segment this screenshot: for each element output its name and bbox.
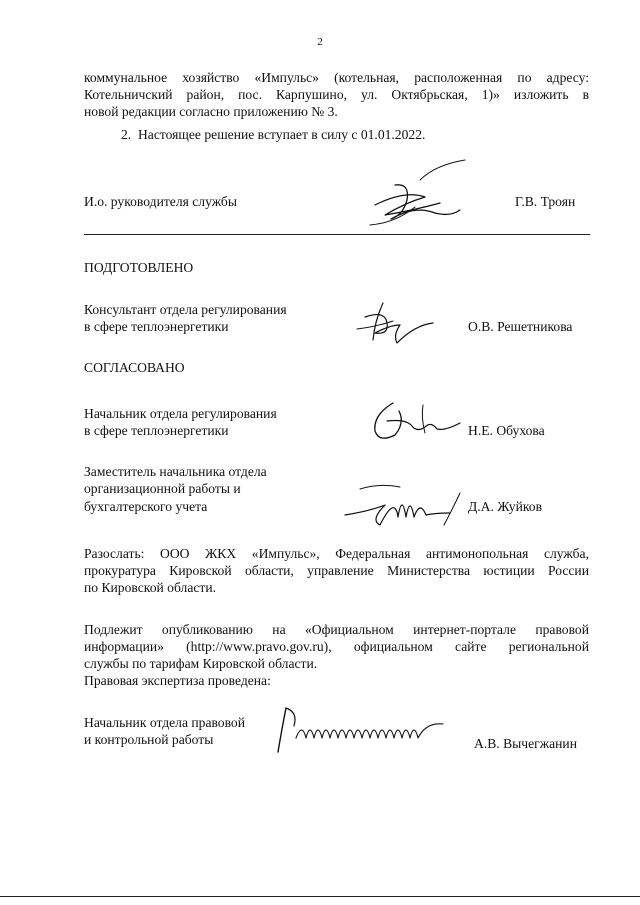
legal-name: А.В. Вычегжанин <box>474 736 577 751</box>
head-signatory-title: И.о. руководителя службы <box>84 194 237 209</box>
separator-line <box>84 234 590 235</box>
signature-zhuykov <box>340 475 470 535</box>
agreed-person2-title-line-2: организационной работы и <box>84 481 241 496</box>
distribution-line-2: прокуратура Кировской области, управление Министерства юстиции России <box>84 563 589 578</box>
prepared-title-line-1: Консультант отдела регулирования <box>84 302 287 317</box>
agreed-person2-name: Д.А. Жуйков <box>468 499 543 514</box>
page-number: 2 <box>317 36 323 48</box>
agreed-person1-name: Н.Е. Обухова <box>468 423 545 438</box>
signature-troyan <box>355 145 475 235</box>
prepared-name: О.В. Решетникова <box>468 319 573 334</box>
signature-vychegzhanin <box>268 700 458 760</box>
publication-line-4: Правовая экспертиза проведена: <box>84 673 271 688</box>
clause-2: 2. Настоящее решение вступает в силу с 01.01.2022. <box>121 127 426 142</box>
agreed-person1-title-line-1: Начальник отдела регулирования <box>84 406 277 421</box>
intro-line-3: новой редакции согласно приложению № 3. <box>84 104 338 119</box>
agreed-heading: СОГЛАСОВАНО <box>84 360 185 375</box>
prepared-heading: ПОДГОТОВЛЕНО <box>84 260 194 275</box>
publication-line-2: информации» (http://www.pravo.gov.ru), официальном сайте региональной <box>84 639 589 654</box>
head-signatory-name: Г.В. Троян <box>515 194 576 209</box>
prepared-title-line-2: в сфере теплоэнергетики <box>84 319 229 334</box>
intro-line-1: коммунальное хозяйство «Импульс» (котельная, расположенная по адресу: <box>84 70 589 85</box>
signature-reshetnikova <box>345 295 435 355</box>
footer-line <box>0 896 640 897</box>
signature-obukhova <box>365 393 465 448</box>
legal-title-line-1: Начальник отдела правовой <box>84 715 246 730</box>
agreed-person2-title-line-1: Заместитель начальника отдела <box>84 464 267 479</box>
agreed-person2-title-line-3: бухгалтерского учета <box>84 499 208 514</box>
distribution-line-3: по Кировской области. <box>84 580 217 595</box>
legal-title-line-2: и контрольной работы <box>84 732 214 747</box>
publication-line-1: Подлежит опубликованию на «Официальном интернет-портале правовой <box>84 622 589 637</box>
distribution-line-1: Разослать: ООО ЖКХ «Импульс», Федеральная антимонопольная служба, <box>84 546 589 561</box>
intro-line-2: Котельничский район, пос. Карпушино, ул. Октябрьская, 1)» изложить в <box>84 87 589 102</box>
agreed-person1-title-line-2: в сфере теплоэнергетики <box>84 423 229 438</box>
publication-line-3: службы по тарифам Кировской области. <box>84 656 318 671</box>
